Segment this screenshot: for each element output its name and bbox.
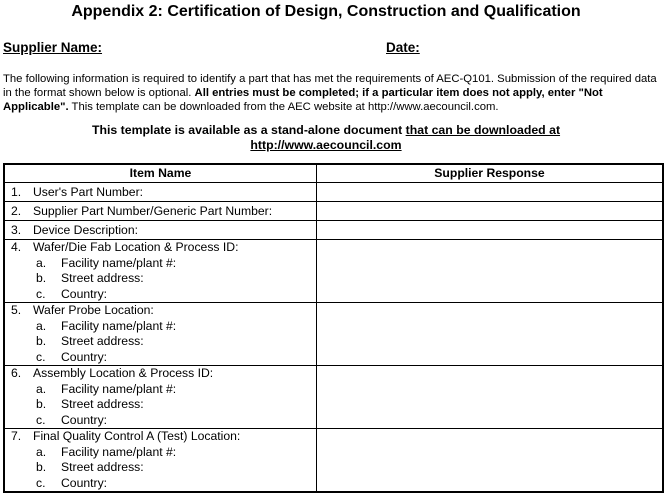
item-name-cell [4,183,317,202]
sub-item-line [5,382,316,398]
supplier-response-cell[interactable] [317,202,664,221]
supplier-response-cell[interactable] [317,366,664,429]
certification-table [3,163,664,493]
item-label: Device Description: [33,223,138,237]
sub-item-line [5,445,316,461]
item-name-cell [4,366,317,429]
item-name-cell [4,240,317,303]
item-label: Supplier Part Number/Generic Part Number: [33,204,273,218]
item-line [5,240,316,256]
intro-text-2: This template can be downloaded from the AEC website at http://www.aecouncil.com. [68,101,499,113]
item-line [5,429,316,445]
item-number: 7. [11,429,22,443]
sub-item-line [5,476,316,492]
sub-item-letter: c. [36,349,46,364]
sub-item-label: Facility name/plant #: [61,318,177,333]
item-number: 3. [11,223,22,237]
sub-item-letter: b. [36,271,47,285]
sub-item-line [5,460,316,476]
date-label: Date: [386,40,420,55]
sub-item-letter: b. [36,397,47,411]
sub-item-letter: a. [36,381,47,396]
item-name-cell [4,221,317,240]
header-item-name: Item Name [4,164,317,183]
sub-item-line [5,350,316,366]
item-line [5,366,316,382]
item-line [5,202,316,220]
item-line [5,183,316,201]
sub-item-label: Facility name/plant #: [61,255,177,270]
header-supplier-response: Supplier Response [317,164,664,183]
item-number: 4. [11,240,22,254]
page-title: Appendix 2: Certification of Design, Construction and Qualification [71,3,581,20]
sub-item-line [5,271,316,287]
sub-item-label: Street address: [61,460,144,474]
item-name-cell [4,429,317,493]
sub-item-label: Street address: [61,271,144,285]
table-row [4,429,663,493]
item-line [5,221,316,239]
intro-text-1: The following information is required to identify a part that has met the requirements of AEC-Q101. Submission of the required data in the format shown below is optional. [3,73,657,99]
sub-item-letter: a. [36,255,47,270]
sub-item-label: Facility name/plant #: [61,381,177,396]
item-name-cell [4,202,317,221]
item-name-cell [4,303,317,366]
intro-bold-text: All entries must be completed; if a particular item does not apply, enter "Not Applicable". [3,87,603,113]
sub-item-line [5,319,316,335]
item-label: Assembly Location & Process ID: [33,366,214,380]
sub-item-label: Facility name/plant #: [61,444,177,459]
sub-item-letter: b. [36,460,47,474]
aec-url-link[interactable]: http://www.aecouncil.com [250,138,402,152]
sub-item-letter: a. [36,318,47,333]
sub-item-line [5,397,316,413]
supplier-response-cell[interactable] [317,429,664,493]
supplier-response-cell[interactable] [317,303,664,366]
item-label: Final Quality Control A (Test) Location: [33,429,241,443]
item-number: 6. [11,366,22,380]
sub-item-label: Street address: [61,397,144,411]
supplier-response-cell[interactable] [317,221,664,240]
sub-item-label: Country: [61,349,108,364]
item-label: Wafer/Die Fab Location & Process ID: [33,240,239,254]
sub-item-label: Street address: [61,334,144,348]
standalone-text: This template is available as a stand-alone document [91,123,406,137]
supplier-name-label: Supplier Name: [3,40,103,55]
table-row [4,221,663,240]
item-number: 5. [11,303,22,317]
sub-item-line [5,287,316,303]
sub-item-line [5,256,316,272]
table-row [4,202,663,221]
sub-item-label: Country: [61,412,108,427]
sub-item-letter: b. [36,334,47,348]
table-header-row [4,164,663,183]
item-label: User's Part Number: [33,185,144,199]
table-row [4,366,663,429]
supplier-response-cell[interactable] [317,240,664,303]
sub-item-letter: c. [36,286,46,301]
table-row [4,183,663,202]
intro-paragraph [3,72,661,114]
sub-item-label: Country: [61,475,108,490]
sub-item-line [5,413,316,429]
standalone-note [0,123,652,153]
item-line [5,303,316,319]
table-row [4,240,663,303]
sub-item-letter: a. [36,444,47,459]
table-row [4,303,663,366]
sub-item-letter: c. [36,475,46,490]
sub-item-label: Country: [61,286,108,301]
item-number: 2. [11,204,22,218]
standalone-underlined-text: that can be downloaded at [405,123,561,137]
supplier-response-cell[interactable] [317,183,664,202]
sub-item-letter: c. [36,412,46,427]
item-label: Wafer Probe Location: [33,303,154,317]
item-number: 1. [11,185,22,199]
sub-item-line [5,334,316,350]
